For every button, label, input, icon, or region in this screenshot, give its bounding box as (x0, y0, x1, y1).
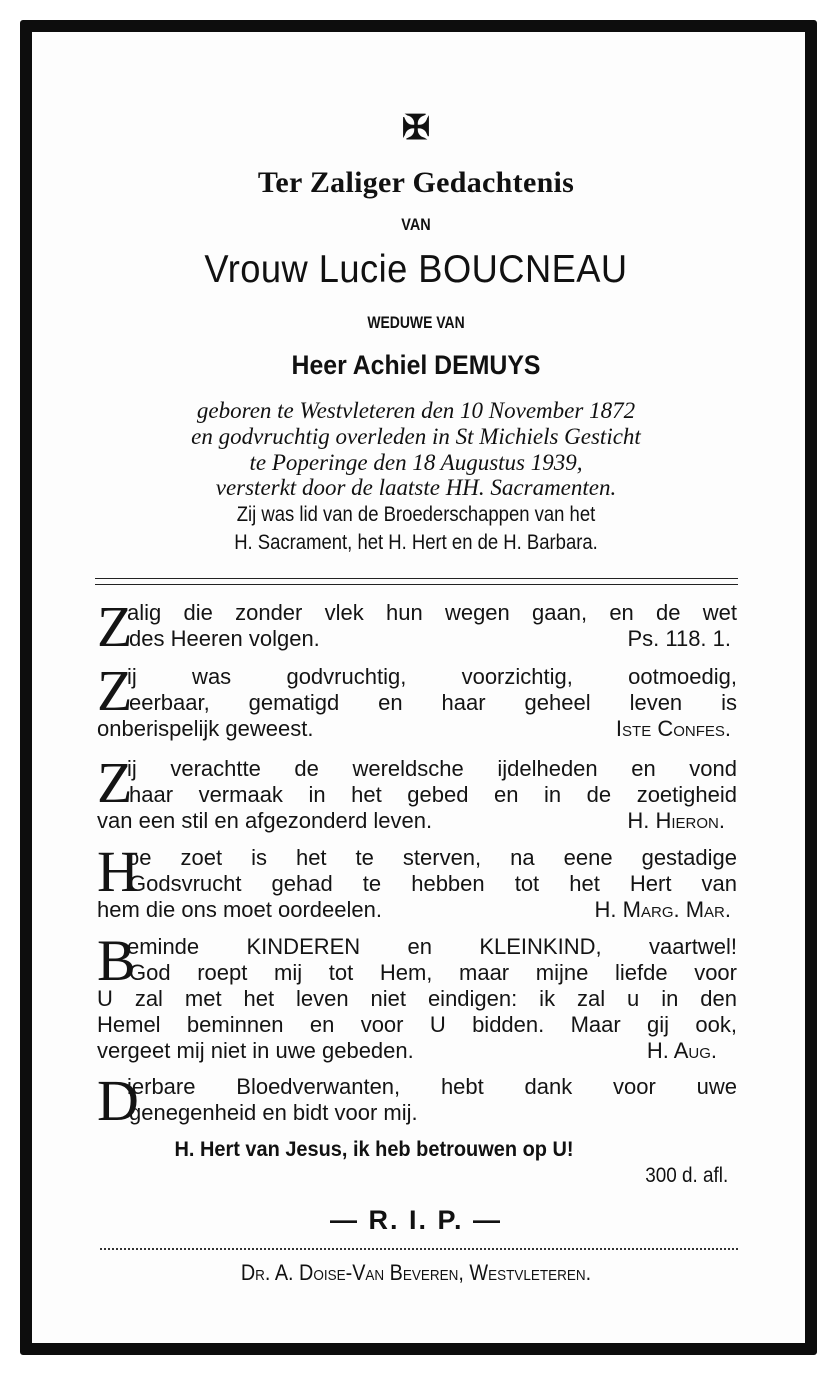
paragraph-line: God roept mij tot Hem, maar mijne liefde voor (129, 960, 737, 985)
biography-line: te Poperinge den 18 Augustus 1939, (249, 450, 583, 475)
source-reference: H. Aug. (646, 1038, 717, 1063)
indulgence-note: 300 d. afl. (644, 1164, 728, 1187)
prayer-paragraph (97, 839, 737, 923)
paragraph-line-text: van een stil en afgezonderd leven. (97, 808, 433, 833)
paragraph-line-text: onberispelijk geweest. (97, 716, 314, 741)
drop-cap: Z (97, 658, 133, 723)
printer-imprint: Dr. A. Doise-Van Beveren, Westvleteren. (240, 1260, 592, 1285)
source-reference: Iste Confes. (615, 716, 731, 741)
relation-label: WEDUWE VAN (367, 313, 465, 332)
drop-cap: Z (97, 594, 133, 659)
cross-icon: ✠ (401, 110, 431, 147)
spouse-name: Heer Achiel DEMUYS (291, 350, 541, 380)
membership-line: H. Sacrament, het H. Hert en de H. Barbara. (234, 531, 598, 554)
biography-line: versterkt door de laatste HH. Sacramenten. (215, 475, 617, 500)
paragraph-line (97, 716, 737, 742)
divider-rule (95, 578, 738, 579)
paragraph-line-text: des Heeren volgen. (129, 626, 320, 651)
paragraph-line-text: vergeet mij niet in uwe gebeden. (97, 1038, 414, 1063)
biography-line: geboren te Westvleteren den 10 November 1872 (196, 398, 636, 423)
prayer-paragraph (97, 750, 737, 834)
card-heading: Ter Zaliger Gedachtenis (257, 166, 575, 199)
paragraph-line: eminde KINDEREN en KLEINKIND, vaartwel! (127, 934, 737, 959)
drop-cap: B (97, 928, 136, 993)
paragraph-line: ij verachtte de wereldsche ijdelheden en vond (127, 756, 737, 781)
paragraph-line: haar vermaak in het gebed en in de zoetigheid (129, 782, 737, 807)
paragraph-line: genegenheid en bidt voor mij. (129, 1100, 418, 1125)
paragraph-line (97, 808, 737, 834)
paragraph-line: Hemel beminnen en voor U bidden. Maar gij ook, (97, 1012, 737, 1037)
prayer-paragraph (97, 658, 737, 742)
paragraph-line (97, 897, 737, 923)
drop-cap: H (97, 839, 139, 904)
prayer-paragraph (97, 1068, 737, 1133)
divider-rule (95, 584, 738, 585)
paragraph-line (97, 1038, 737, 1064)
source-reference: H. Hieron. (627, 808, 725, 833)
drop-cap: D (97, 1068, 139, 1133)
paragraph-line: U zal met het leven niet eindigen: ik zal u in den (97, 986, 737, 1011)
van-label: VAN (401, 215, 431, 234)
paragraph-line: eerbaar, gematigd en haar geheel leven is (129, 690, 737, 715)
dotted-divider (100, 1248, 738, 1250)
sacred-heart-invocation: H. Hert van Jesus, ik heb betrouwen op U! (174, 1138, 574, 1161)
source-reference: H. Marg. Mar. (594, 897, 731, 922)
rip-line: — R. I. P. — (329, 1205, 503, 1235)
biography-line: en godvruchtig overleden in St Michiels Gesticht (191, 424, 641, 449)
prayer-paragraph (97, 928, 737, 1064)
deceased-name: Vrouw Lucie BOUCNEAU (204, 248, 628, 291)
prayer-paragraph (97, 594, 737, 659)
paragraph-line-text: hem die ons moet oordeelen. (97, 897, 382, 922)
paragraph-line: oe zoet is het te sterven, na eene gestadige (127, 845, 737, 870)
paragraph-line (97, 626, 737, 652)
scripture-reference: Ps. 118. 1. (627, 626, 731, 651)
membership-line: Zij was lid van de Broederschappen van het (236, 503, 596, 526)
paragraph-line: Godsvrucht gehad te hebben tot het Hert van (129, 871, 737, 896)
drop-cap: Z (97, 750, 133, 815)
paragraph-line: ij was godvruchtig, voorzichtig, ootmoedig, (127, 664, 737, 689)
paragraph-line: ierbare Bloedverwanten, hebt dank voor uwe (127, 1074, 737, 1099)
paragraph-line: alig die zonder vlek hun wegen gaan, en de wet (127, 600, 737, 625)
